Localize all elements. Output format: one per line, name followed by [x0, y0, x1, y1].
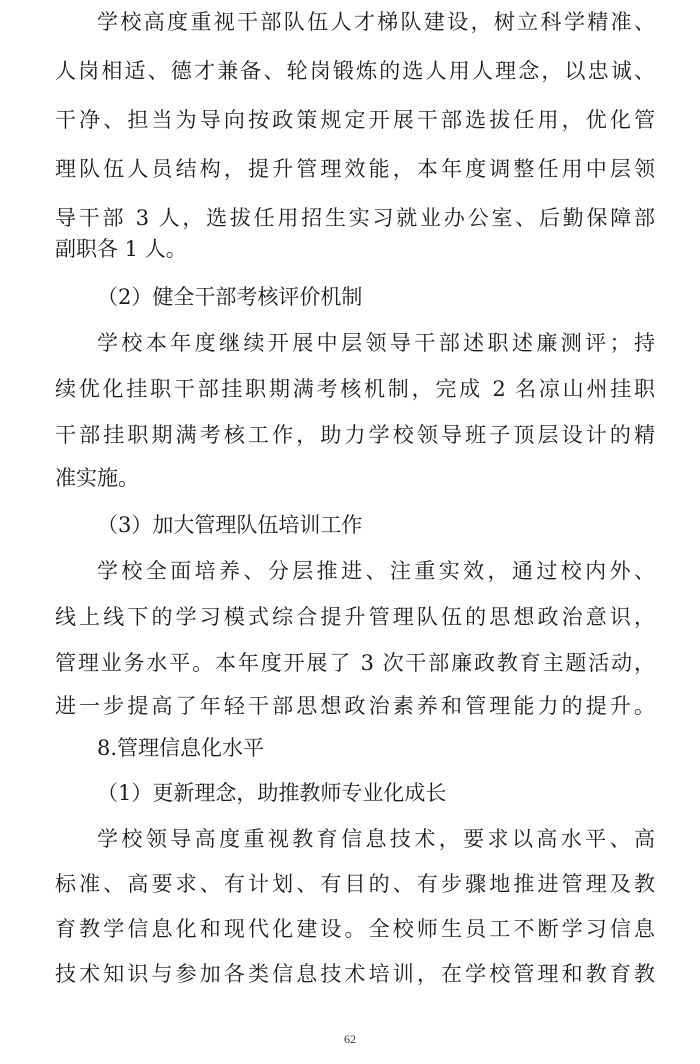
- page-number: 62: [344, 1032, 356, 1046]
- paragraph-line: 线上线下的学习模式综合提升管理队伍的思想政治意识，: [55, 605, 655, 629]
- paragraph-line: 续优化挂职干部挂职期满考核机制，完成 2 名凉山州挂职: [55, 377, 655, 401]
- paragraph-line: 进一步提高了年轻干部思想政治素养和管理能力的提升。: [55, 694, 655, 718]
- paragraph-line: 学校全面培养、分层推进、注重实效，通过校内外、: [97, 559, 655, 583]
- section-subheading: （1）更新理念，助推教师专业化成长: [97, 781, 447, 805]
- paragraph-line: 准实施。: [55, 466, 139, 490]
- section-heading: （2）健全干部考核评价机制: [97, 285, 363, 309]
- paragraph-line: 副职各 1 人。: [55, 237, 187, 261]
- paragraph-line: 技术知识与参加各类信息技术培训，在学校管理和教育教: [55, 962, 655, 986]
- paragraph-line: 标准、高要求、有计划、有目的、有步骤地推进管理及教: [55, 872, 655, 896]
- paragraph-line: 干部挂职期满考核工作，助力学校领导班子顶层设计的精: [55, 423, 655, 447]
- paragraph-line: 理队伍人员结构，提升管理效能，本年度调整任用中层领: [55, 157, 655, 181]
- paragraph-line: 学校本年度继续开展中层领导干部述职述廉测评；持: [97, 331, 655, 355]
- section-heading: （3）加大管理队伍培训工作: [97, 513, 363, 537]
- paragraph-line: 管理业务水平。本年度开展了 3 次干部廉政教育主题活动，: [55, 651, 655, 675]
- section-heading: 8.管理信息化水平: [97, 736, 265, 760]
- paragraph-line: 学校高度重视干部队伍人才梯队建设，树立科学精准、: [97, 10, 655, 34]
- paragraph-line: 育教学信息化和现代化建设。全校师生员工不断学习信息: [55, 917, 655, 941]
- paragraph-line: 导干部 3 人，选拔任用招生实习就业办公室、后勤保障部: [55, 206, 655, 230]
- paragraph-line: 干净、担当为导向按政策规定开展干部选拔任用，优化管: [55, 108, 655, 132]
- paragraph-line: 学校领导高度重视教育信息技术，要求以高水平、高: [97, 827, 655, 851]
- paragraph-line: 人岗相适、德才兼备、轮岗锻炼的选人用人理念，以忠诚、: [55, 59, 655, 83]
